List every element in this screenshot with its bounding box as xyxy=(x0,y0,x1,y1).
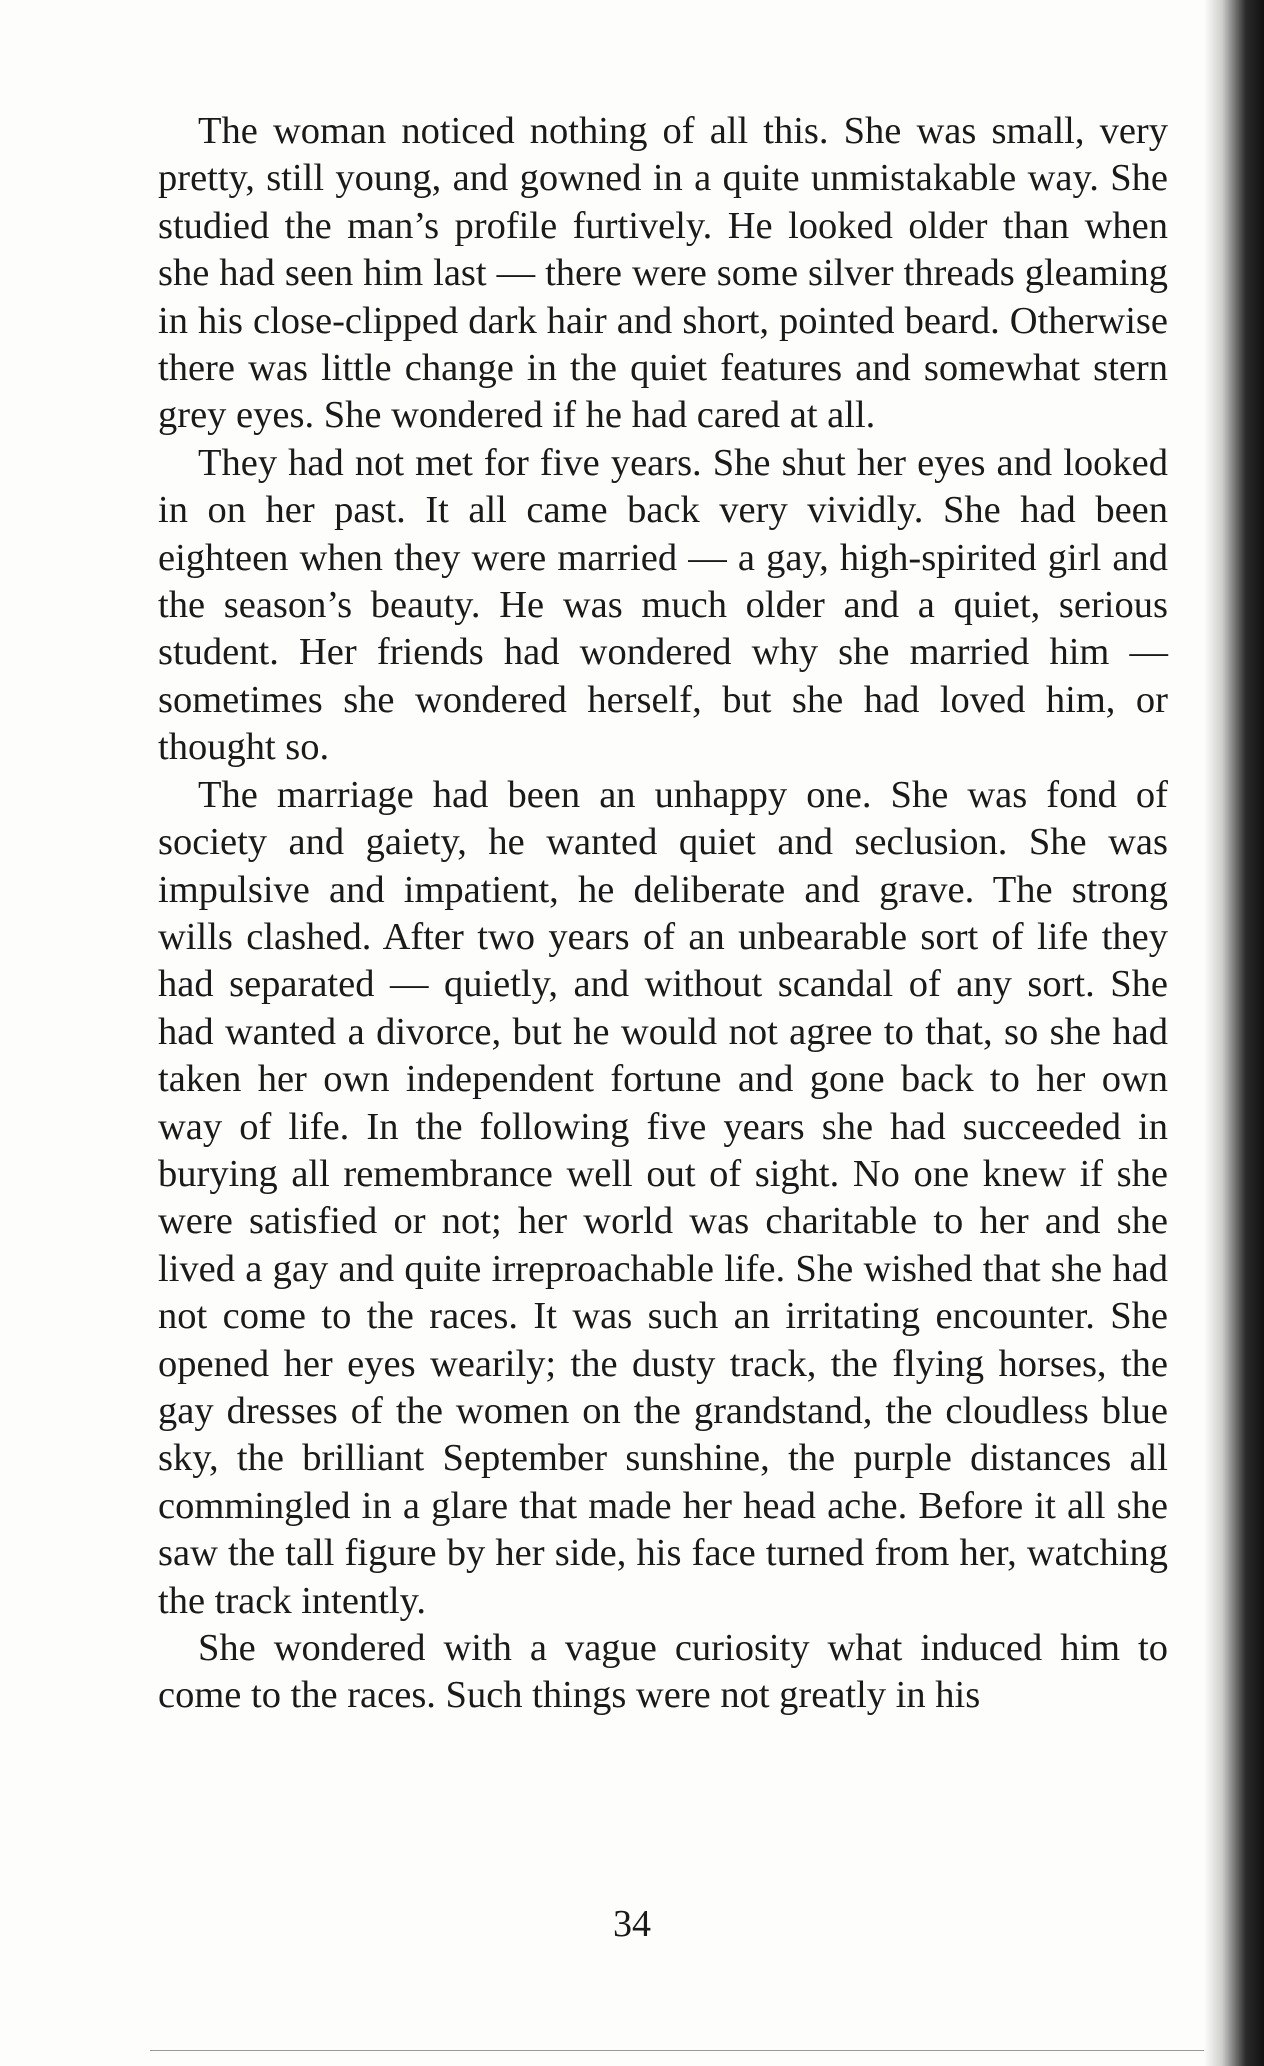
paragraph-4: She wondered with a vague curiosity what induced him to come to the races. Such things were not greatly in his xyxy=(158,1627,1168,1717)
bottom-rule xyxy=(150,2050,1204,2051)
body-text xyxy=(158,108,1168,1720)
paragraph-2: They had not met for five years. She shut her eyes and looked in on her past. It all came back very vividly. She had been eighteen when they were married — a gay, high-spirited girl and the season’s beauty. He was much older and a quiet, serious student. Her friends had wondered why she married him — sometimes she wondered herself, but she had loved him, or thought so. xyxy=(158,441,1168,769)
page-number: 34 xyxy=(613,1903,651,1945)
paragraph-3: The marriage had been an unhappy one. She was fond of society and gaiety, he wanted quiet and seclusion. She was impulsive and impatient, he deliberate and grave. The strong wills clashed. After two years of an unbearable sort of life they had separated — quietly, and without scandal of any sort. She had wanted a divorce, but he would not agree to that, so she had taken her own independent fortune and gone back to her own way of life. In the following five years she had succeeded in burying all remembrance well out of sight. No one knew if she were satisfied or not; her world was charitable to her and she lived a gay and quite irreproachable life. She wished that she had not come to the races. It was such an irritating encounter. She opened her eyes wearily; the dusty track, the flying horses, the gay dresses of the women on the grandstand, the cloudless blue sky, the brilliant September sunshine, the purple distances all commingled in a glare that made her head ache. Before it all she saw the tall figure by her side, his face turned from her, watching the track intently. xyxy=(158,773,1168,1622)
paragraph-1: The woman noticed nothing of all this. She was small, very pretty, still young, and gowned in a quite unmistakable way. She studied the man’s profile furtively. He looked older than when she had seen him last — there were some silver threads gleaming in his close-clipped dark hair and short, pointed beard. Otherwise there was little change in the quiet features and somewhat stern grey eyes. She wondered if he had cared at all. xyxy=(158,110,1168,437)
scan-edge-shadow xyxy=(1204,0,1264,2066)
